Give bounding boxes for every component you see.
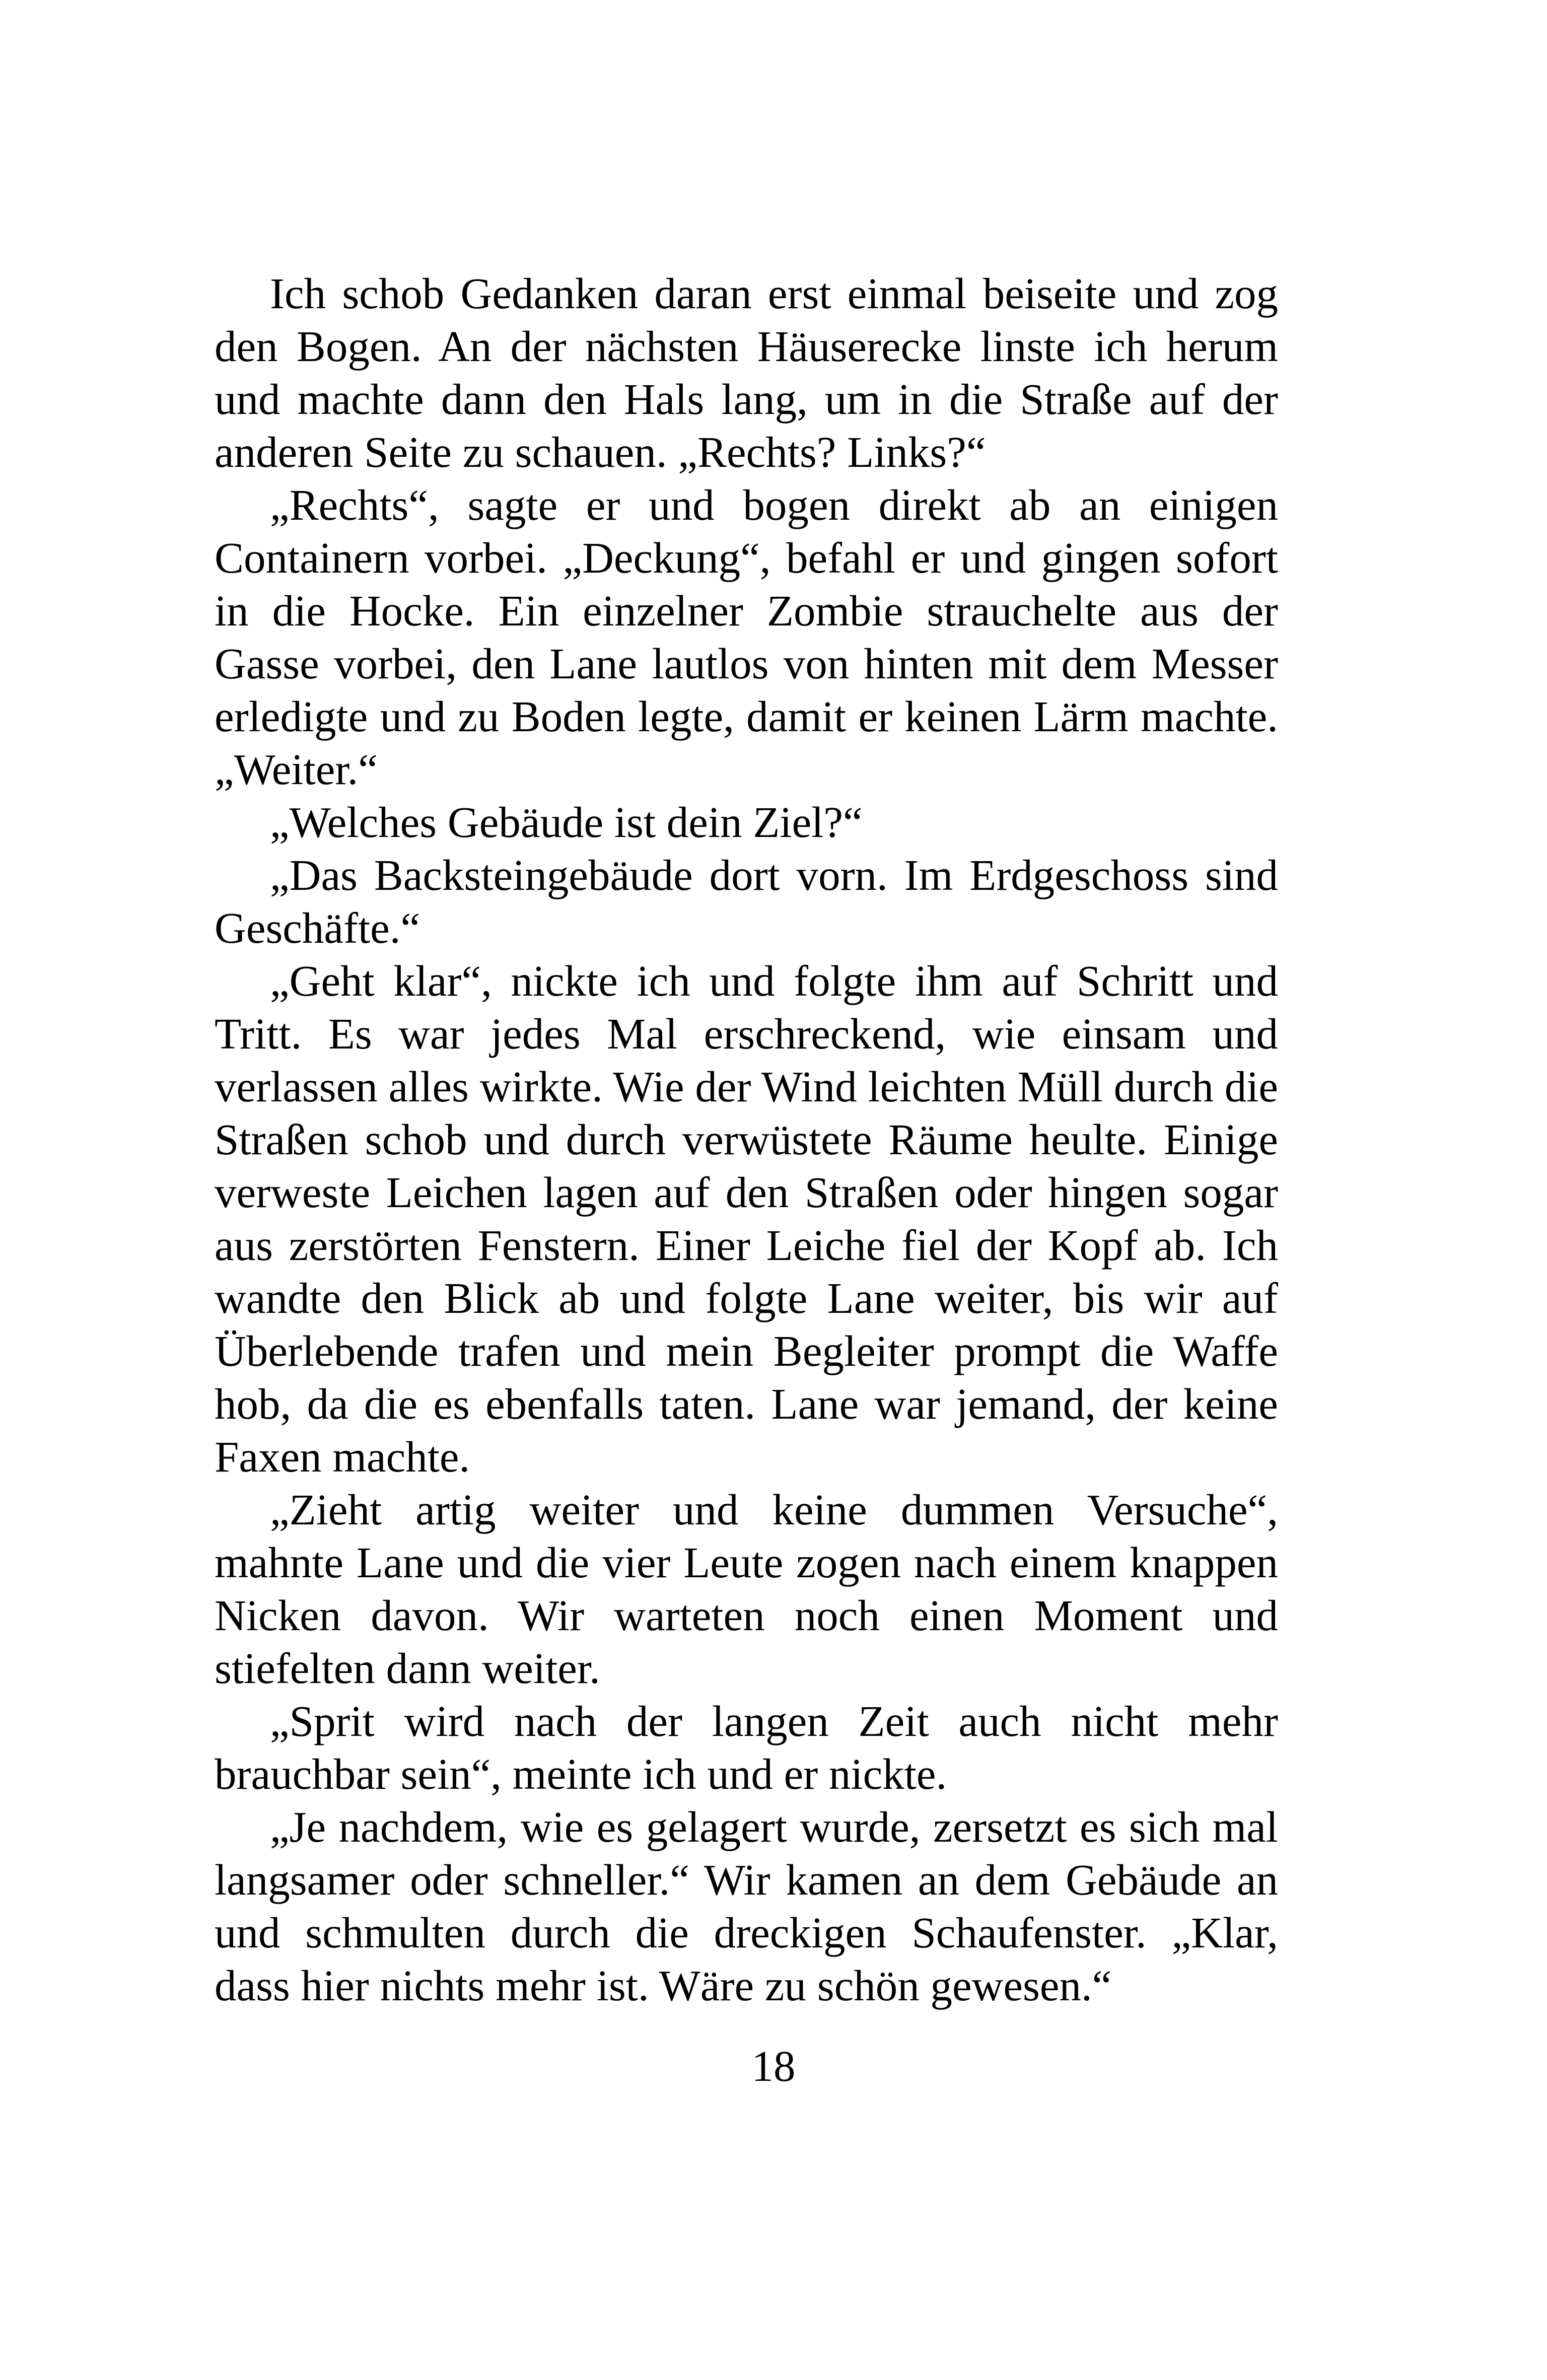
page-number: 18 xyxy=(751,2042,796,2090)
body-text xyxy=(215,267,1278,2012)
paragraph: „Welches Gebäude ist dein Ziel?“ xyxy=(270,798,863,847)
paragraph: „Das Backsteingebäude dort vorn. Im Erdgeschoss sind Geschäfte.“ xyxy=(215,851,1278,952)
paragraph: „Rechts“, sagte er und bogen direkt ab an einigen Containern vorbei. „Deckung“, befahl er und gingen sofort in die Hocke. Ein einzelner Zombie strauchelte aus der Gasse vorbei, den Lane lautlos von hinten mit dem Messer erledigte und zu Boden legte, damit er keinen Lärm machte. „Weiter.“ xyxy=(215,480,1278,794)
paragraph: Ich schob Gedanken daran erst einmal beiseite und zog den Bogen. An der nächsten Häuserecke linste ich herum und machte dann den Hals lang, um in die Straße auf der anderen Seite zu schauen. „Rechts? Links?“ xyxy=(215,269,1278,476)
paragraph: „Zieht artig weiter und keine dummen Versuche“, mahnte Lane und die vier Leute zogen nach einem knappen Nicken davon. Wir warteten noch einen Moment und stiefelten dann weiter. xyxy=(215,1485,1278,1693)
paragraph: „Je nachdem, wie es gelagert wurde, zersetzt es sich mal langsamer oder schneller.“ Wir kamen an dem Gebäude an und schmulten durch die dreckigen Schaufenster. „Klar, dass hier nichts mehr ist. Wäre zu schön gewesen.“ xyxy=(215,1802,1278,2010)
paragraph: „Geht klar“, nickte ich und folgte ihm auf Schritt und Tritt. Es war jedes Mal erschreckend, wie einsam und verlassen alles wirkte. Wie der Wind leichten Müll durch die Straßen schob und durch verwüstete Räume heulte. Einige verweste Leichen lagen auf den Straßen oder hingen sogar aus zerstörten Fenstern. Einer Leiche fiel der Kopf ab. Ich wandte den Blick ab und folgte Lane weiter, bis wir auf Überlebende trafen und mein Begleiter prompt die Waffe hob, da die es ebenfalls taten. Lane war jemand, der keine Faxen machte. xyxy=(215,956,1278,1481)
paragraph: „Sprit wird nach der langen Zeit auch nicht mehr brauchbar sein“, meinte ich und er nickte. xyxy=(215,1697,1278,1798)
